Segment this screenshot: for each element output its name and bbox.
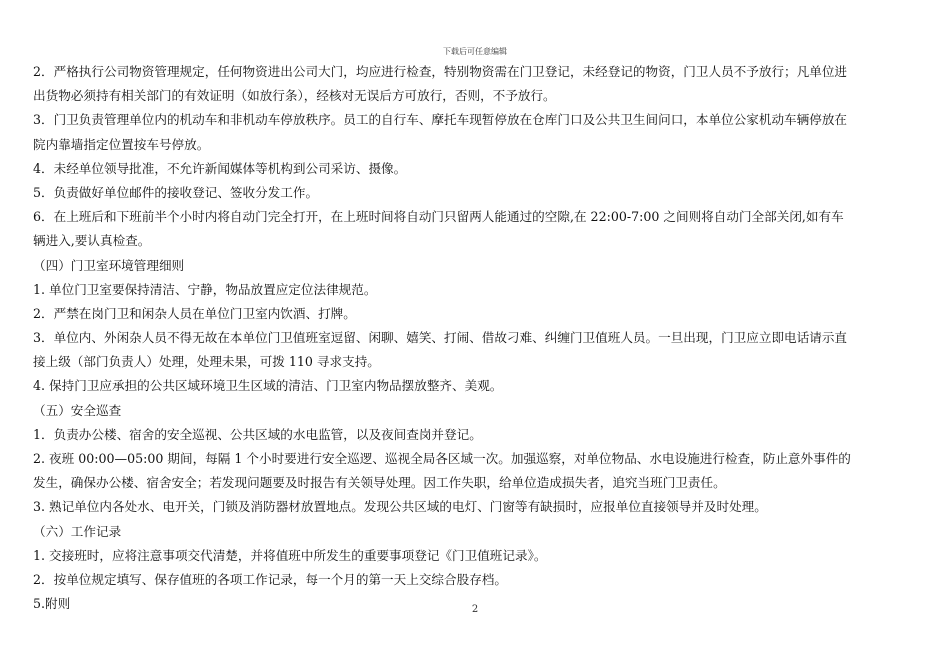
body-line: 6．在上班后和下班前半个小时内将自动门完全打开，在上班时间将自动门只留两人能通过的空隙,在 22:00-7:00 之间则将自动门全部关闭,如有车 bbox=[33, 209, 844, 225]
edit-note-header: 下载后可任意编辑 bbox=[443, 47, 507, 56]
body-line: 5．负责做好单位邮件的接收登记、签收分发工作。 bbox=[33, 184, 319, 200]
body-line: 2．严禁在岗门卫和闲杂人员在单位门卫室内饮酒、打牌。 bbox=[33, 305, 356, 321]
section-heading: （五）安全巡查 bbox=[33, 402, 122, 418]
body-line: 3. 熟记单位内各处水、电开关，门锁及消防器材放置地点。发现公共区域的电灯、门窗等有缺损时，应报单位直接领导并及时处理。 bbox=[33, 499, 767, 515]
body-line: 4．未经单位领导批准，不允许新闻媒体等机构到公司采访、摄像。 bbox=[33, 160, 407, 176]
body-line: 3．单位内、外闲杂人员不得无故在本单位门卫值班室逗留、闲聊、嬉笑、打闹、借故刁难、纠缠门卫值班人员。一旦出现，门卫应立即电话请示直 bbox=[33, 330, 848, 346]
body-line: 1. 单位门卫室要保持清洁、宁静，物品放置应定位法律规范。 bbox=[33, 281, 377, 297]
body-line: 发生，确保办公楼、宿舍安全；若发现问题要及时报告有关领导处理。因工作失职，给单位造成损失者，追究当班门卫责任。 bbox=[33, 475, 726, 491]
body-line: 院内靠墙指定位置按车号停放。 bbox=[33, 136, 210, 152]
section-heading: 5.附则 bbox=[33, 596, 71, 612]
body-line: 辆进入,要认真检查。 bbox=[33, 233, 151, 249]
body-line: 1．负责办公楼、宿舍的安全巡视、公共区域的水电监管，以及夜间查岗并登记。 bbox=[33, 426, 482, 442]
body-line: 出货物必须持有相关部门的有效证明（如放行条），经核对无误后方可放行，否则，不予放行。 bbox=[33, 88, 556, 104]
body-line: 2．严格执行公司物资管理规定，任何物资进出公司大门，均应进行检查，特别物资需在门卫登记，未经登记的物资，门卫人员不予放行；凡单位进 bbox=[33, 64, 848, 79]
body-line: 4. 保持门卫应承担的公共区域环境卫生区域的清洁、门卫室内物品摆放整齐、美观。 bbox=[33, 378, 503, 394]
document-body bbox=[33, 60, 918, 616]
section-heading: （四）门卫室环境管理细则 bbox=[33, 257, 185, 273]
page-number: 2 bbox=[471, 604, 479, 615]
body-line: 3．门卫负责管理单位内的机动车和非机动车停放秩序。员工的自行车、摩托车现暂停放在仓库门口及公共卫生间问口，本单位公家机动车辆停放在 bbox=[33, 112, 848, 128]
body-line: 2. 夜班 00:00—05:00 期间，每隔 1 个小时要进行安全巡逻、巡视全局各区域一次。加强巡察，对单位物品、水电设施进行检查，防止意外事件的 bbox=[33, 451, 851, 466]
body-line: 2．按单位规定填写、保存值班的各项工作记录，每一个月的第一天上交综合股存档。 bbox=[33, 571, 507, 587]
body-line: 接上级（部门负责人）处理，处理未果，可拨 110 寻求支持。 bbox=[33, 354, 380, 370]
section-heading: （六）工作记录 bbox=[33, 523, 122, 539]
body-line: 1. 交接班时，应将注意事项交代清楚，并将值班中所发生的重要事项登记《门卫值班记录》。 bbox=[33, 547, 547, 563]
